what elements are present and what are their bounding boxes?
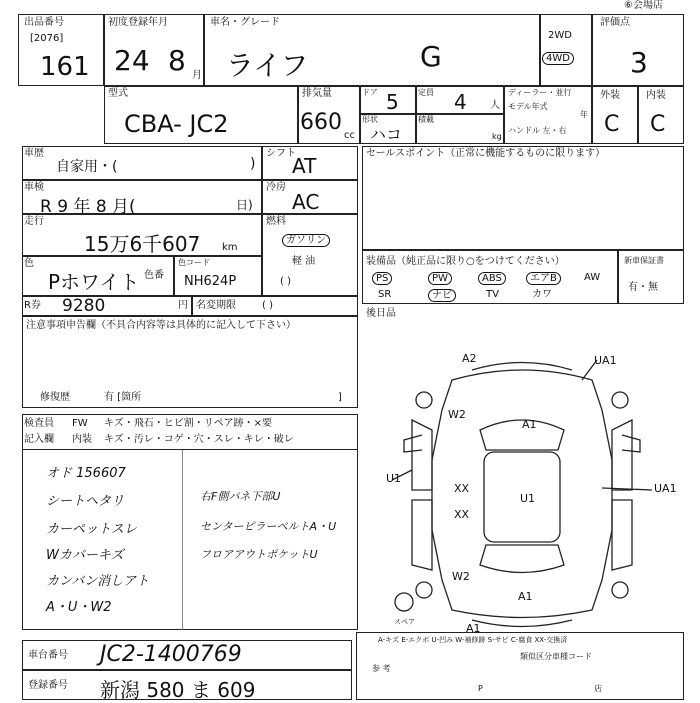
mark-u1-center: U1 [520, 492, 536, 505]
grade: G [420, 40, 442, 73]
door-label: ドア [362, 88, 378, 97]
handle-label: ハンドル 左・右 [508, 126, 567, 135]
equip-ps: PS [372, 272, 392, 285]
shift-value: AT [292, 154, 317, 178]
fuel-label: 燃料 [266, 216, 286, 227]
reg-year: 24 [114, 44, 150, 77]
lot-number-label: 出品番号 [24, 17, 64, 28]
model-year-unit: 年 [580, 110, 588, 119]
drive-box [540, 14, 592, 86]
equip-sr: SR [378, 289, 392, 300]
equip-abs: ABS [478, 272, 506, 285]
note-right-3: フロアアウトポケットU [200, 548, 318, 561]
reg-month: 8 [168, 44, 186, 77]
equip-tv: TV [486, 289, 499, 300]
warranty-label: 新車保証書 [624, 256, 664, 265]
sales-point-box [362, 146, 684, 250]
equip-airbag: エアB [526, 272, 561, 285]
sales-point-label: セールスポイント（正常に機能するものに限ります） [366, 148, 606, 159]
mileage-unit: km [222, 242, 238, 253]
ext-category: FW [72, 418, 88, 429]
model-year-label: モデル年式 [508, 102, 548, 111]
equip-leather: カワ [532, 289, 552, 300]
mark-u1-left: U1 [386, 472, 402, 485]
note-right-1: 右F側パネ下部U [200, 490, 281, 503]
reg-number-value: 新潟 580 ま 609 [100, 678, 256, 702]
chassis-label: 車台番号 [28, 650, 68, 661]
ac-value: AC [292, 190, 320, 214]
capacity-label: 定員 [418, 88, 434, 97]
reg-month-unit: 月 [192, 70, 202, 81]
note-right-2: センターピラーベルトA・U [200, 520, 337, 533]
ext-items: キズ・飛石・ヒビ割・リペア跡・×要 [104, 418, 272, 429]
note-line-1: オド 156607 [46, 466, 126, 481]
recycle-unit: 円 [178, 300, 188, 311]
color-no-label: 色番 [144, 270, 164, 281]
history-close: ) [250, 156, 256, 172]
shift-label: シフト [266, 148, 296, 159]
mark-xx-left2: XX [454, 508, 470, 521]
warranty-value: 有・無 [628, 282, 658, 293]
lot-number: 161 [40, 52, 90, 82]
int-grade-label: 内装 [646, 90, 666, 101]
note-line-4: Wカバーキズ [46, 548, 124, 563]
p-label: P [478, 684, 483, 693]
unit-label: 店 [594, 684, 602, 693]
score-value: 3 [630, 46, 648, 79]
inspection-label: 車検 [24, 182, 44, 193]
after-items-label: 後日品 [366, 308, 396, 319]
inspector-label: 検査員 [24, 418, 54, 429]
shape-value: ハコ [370, 125, 403, 144]
venue-stamp: ⑥会場店 [624, 0, 663, 11]
ref-label: 参 考 [372, 664, 391, 673]
int-items: キズ・汚レ・コゲ・穴・スレ・キレ・破レ [104, 434, 294, 445]
recycle-label: R券 [24, 300, 41, 311]
model-name: ライフ [226, 49, 309, 82]
inspection-value: R 9 年 8 月( [40, 197, 136, 217]
door-value: 5 [386, 90, 399, 114]
score-label: 評価点 [600, 17, 630, 28]
notes-divider [182, 450, 183, 630]
mark-a1-bottom: A1 [466, 622, 481, 635]
displacement-value: 660 [300, 110, 342, 135]
mileage-value: 15万6千607 [84, 232, 201, 256]
note-line-3: カーペットスレ [46, 522, 137, 537]
mark-a2: A2 [462, 352, 477, 365]
note-line-6: A・U・W2 [46, 600, 112, 615]
load-label: 積載 [418, 115, 434, 124]
color-code: NH624P [184, 274, 237, 289]
fuel-diesel: 軽 油 [292, 256, 316, 267]
similar-label: 類似区分車種コード [520, 652, 592, 661]
equip-aw: AW [584, 272, 601, 283]
notes-label: 注意事項申告欄（不具合内容等は具体的に記入して下さい） [26, 320, 296, 331]
color-code-label: 色コード [178, 258, 210, 267]
int-grade-value: C [650, 112, 666, 137]
fuel-gasoline: ガソリン [282, 234, 330, 247]
mark-spare: スペア [394, 618, 415, 626]
load-unit: kg [492, 132, 502, 141]
displacement-label: 排気量 [302, 88, 332, 99]
shape-label: 形状 [362, 115, 378, 124]
lot-sub-code: [2076] [30, 33, 64, 44]
drive-2wd: 2WD [548, 30, 572, 41]
capacity-value: 4 [454, 90, 467, 114]
displacement-unit: cc [344, 130, 355, 141]
reg-number-label: 登録番号 [28, 680, 68, 691]
repair-close: ] [338, 392, 342, 403]
ext-grade-value: C [604, 112, 620, 137]
mark-w2-front: W2 [448, 408, 466, 421]
fuel-paren: ( ) [280, 276, 291, 287]
note-line-2: シートヘタリ [46, 494, 125, 509]
mark-xx-left: XX [454, 482, 470, 495]
color-label: 色 [24, 258, 34, 269]
recycle-box [22, 296, 192, 316]
name-change-label: 名変期限 [196, 300, 236, 311]
record-label: 記入欄 [24, 434, 54, 445]
mark-a1-roof: A1 [522, 418, 537, 431]
recycle-value: 9280 [62, 296, 106, 316]
ext-grade-label: 外装 [600, 90, 620, 101]
history-label: 車歴 [24, 148, 44, 159]
note-line-5: カンバン消しアト [46, 574, 150, 589]
equip-pw: PW [428, 272, 452, 285]
mileage-label: 走行 [24, 216, 44, 227]
type-value: CBA- JC2 [124, 110, 229, 138]
damage-legend: A-キズ E-エクボ U-凹み W-補修跡 S-サビ C-腐食 XX-交換済 [378, 636, 568, 644]
ac-label: 冷房 [266, 182, 286, 193]
name-change-value: ( ) [262, 300, 273, 311]
drive-4wd: 4WD [542, 52, 574, 65]
color-value: Pホワイト [48, 270, 140, 294]
type-label: 型式 [108, 88, 128, 99]
int-category: 内装 [72, 434, 92, 445]
inspection-day: 日) [236, 198, 253, 212]
mark-a1-rear: A1 [518, 590, 533, 603]
dealer-label: ディーラー・並行 [508, 88, 572, 97]
equip-navi: ナビ [428, 289, 456, 302]
mark-ua1-right: UA1 [654, 482, 677, 495]
chassis-value: JC2-1400769 [100, 642, 242, 667]
repair-label: 修復歴 [40, 392, 70, 403]
mark-ua1-top: UA1 [594, 354, 617, 367]
equipment-label: 装備品（純正品に限り○をつけてください） [366, 256, 565, 267]
capacity-unit: 人 [490, 100, 500, 111]
mark-w2-rear: W2 [452, 570, 470, 583]
car-damage-diagram [362, 340, 692, 640]
model-label: 車名・グレード [210, 17, 280, 28]
history-value: 自家用・( [56, 159, 118, 175]
repair-value: 有 [箇所 [104, 392, 142, 403]
reg-year-label: 初度登録年月 [108, 17, 168, 28]
